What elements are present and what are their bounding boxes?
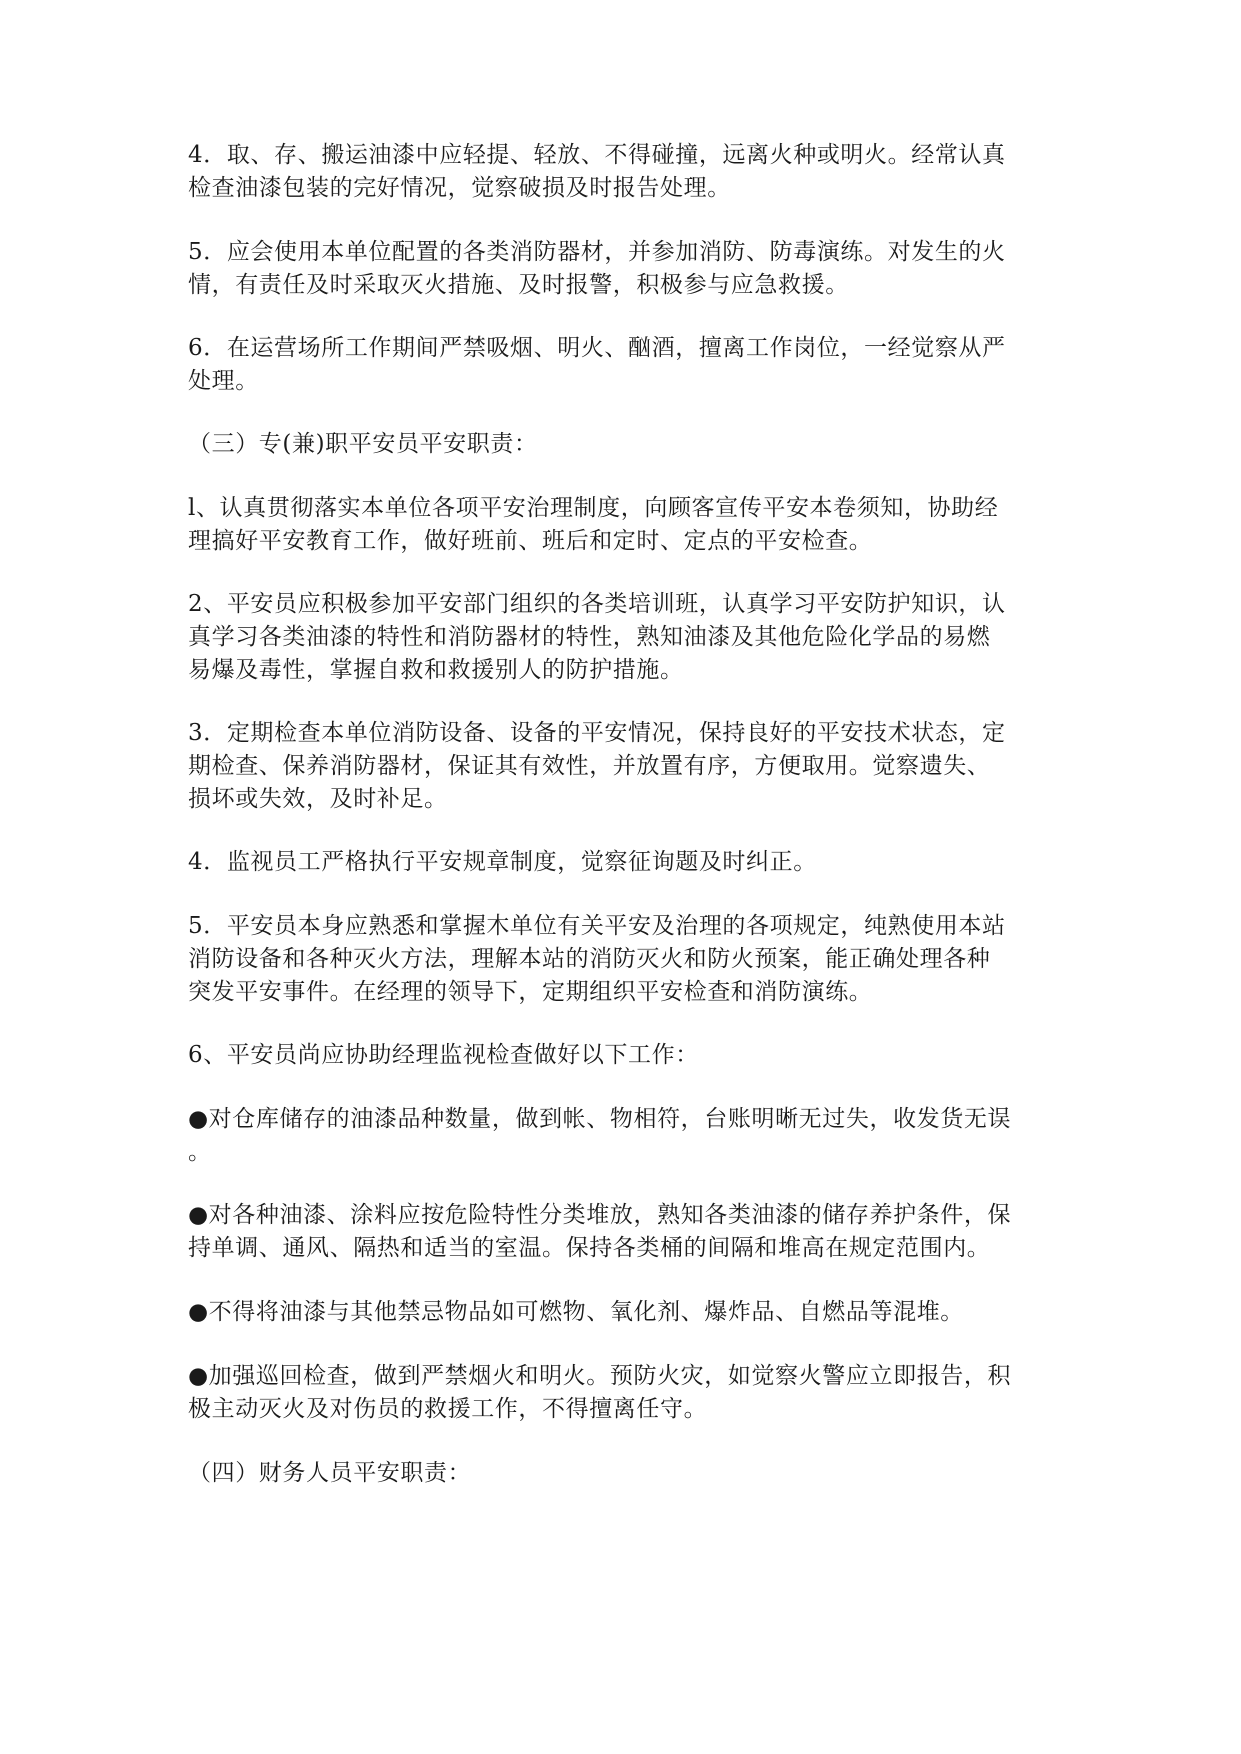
paragraph-officer-duty-4: 4．监视员工严格执行平安规章制度，觉察征询题及时纠正。 [188,849,817,875]
paragraph-officer-duty-3: 3．定期检查本单位消防设备、设备的平安情况，保持良好的平安技术状态，定 期检查、保养消防器材，保证其有效性，并放置有序，方便取用。觉察遗失、 损坏或失效，及时补足。 [188,720,1006,812]
section-heading-safety-officer: （三）专(兼)职平安员平安职责： [188,431,538,457]
bullet-no-mixed-storage: ●不得将油漆与其他禁忌物品如可燃物、氧化剂、爆炸品、自燃品等混堆。 [188,1299,964,1325]
paragraph-officer-duty-2: 2、平安员应积极参加平安部门组织的各类培训班，认真学习平安防护知识，认 真学习各类油漆的特性和消防器材的特性，熟知油漆及其他危险化学品的易燃 易爆及毒性，掌握自救和救援别人的防护措施。 [188,591,1006,683]
paragraph-officer-duty-5: 5．平安员本身应熟悉和掌握木单位有关平安及治理的各项规定，纯熟使用本站 消防设备和各种灭火方法，理解本站的消防灭火和防火预案，能正确处理各种 突发平安事件。在经理的领导下，定期组织平安检查和消防演练。 [188,913,1006,1005]
section-heading-finance-staff: （四）财务人员平安职责： [188,1460,472,1486]
bullet-warehouse-inventory: ●对仓库储存的油漆品种数量，做到帐、物相符，台账明晰无过失，收发货无误 。 [188,1106,1012,1165]
bullet-paint-storage: ●对各种油漆、涂料应按危险特性分类堆放，熟知各类油漆的储存养护条件，保 持单调、通风、隔热和适当的室温。保持各类桶的间隔和堆高在规定范围内。 [188,1202,1012,1261]
bullet-patrol-inspection: ●加强巡回检查，做到严禁烟火和明火。预防火灾，如觉察火警应立即报告，积 极主动灭火及对伤员的救援工作，不得擅离任守。 [188,1363,1012,1422]
paragraph-item-4-oil-handling: 4．取、存、搬运油漆中应轻提、轻放、不得碰撞，远离火种或明火。经常认真 检查油漆包装的完好情况，觉察破损及时报告处理。 [188,142,1006,201]
paragraph-officer-duty-1: l、认真贯彻落实本单位各项平安治理制度，向顾客宣传平安本卷须知，协助经 理搞好平安教育工作，做好班前、班后和定时、定点的平安检查。 [188,495,999,554]
paragraph-officer-duty-6: 6、平安员尚应协助经理监视检查做好以下工作： [188,1042,699,1068]
paragraph-item-6-no-smoking: 6．在运营场所工作期间严禁吸烟、明火、酗酒，擅离工作岗位，一经觉察从严 处理。 [188,335,1006,394]
paragraph-item-5-fire-equipment: 5．应会使用本单位配置的各类消防器材，并参加消防、防毒演练。对发生的火 情，有责任及时采取灭火措施、及时报警，积极参与应急救援。 [188,239,1006,298]
